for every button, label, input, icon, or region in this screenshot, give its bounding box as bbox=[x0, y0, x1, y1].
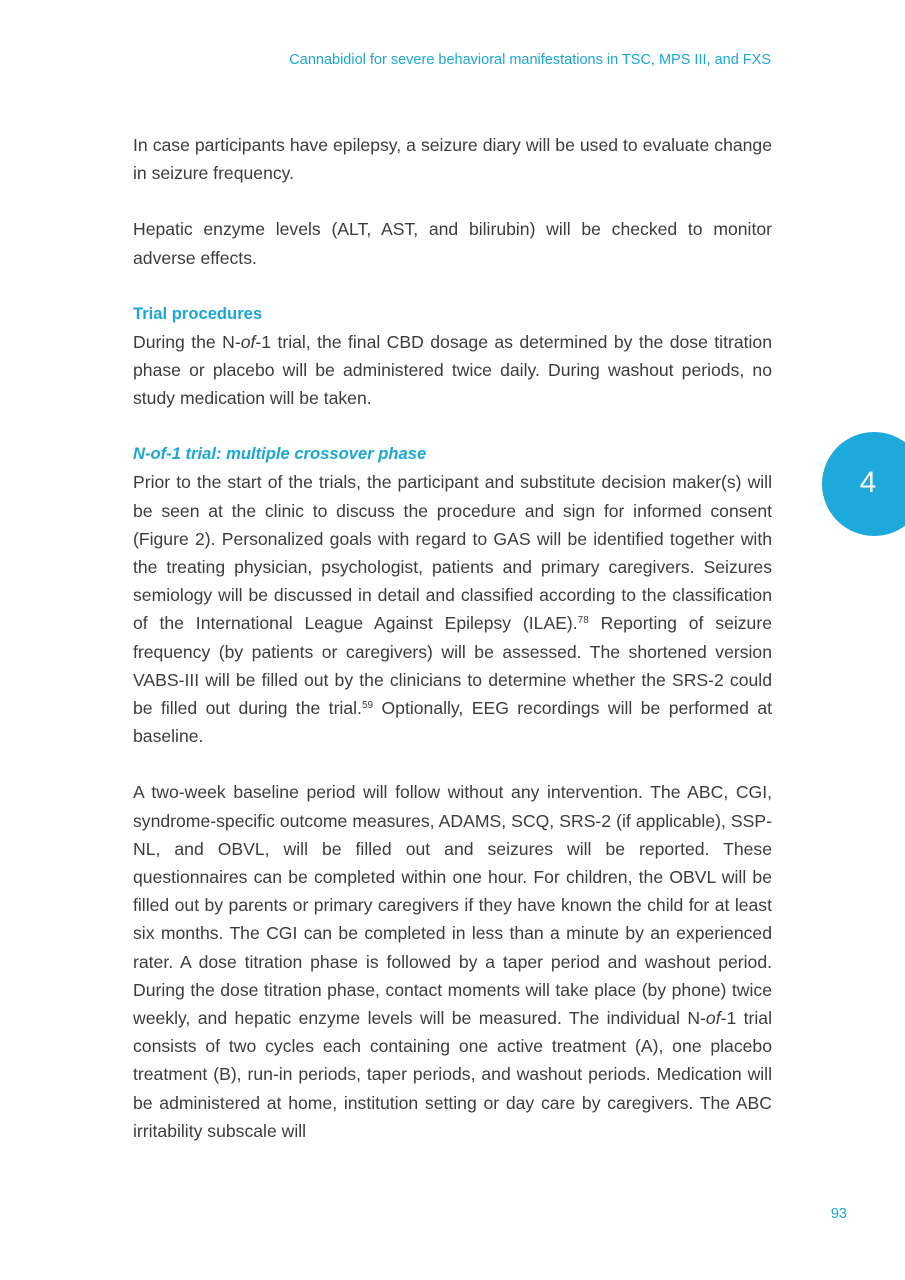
running-header: Cannabidiol for severe behavioral manifestations in TSC, MPS III, and FXS bbox=[289, 52, 771, 68]
italic-run: of bbox=[705, 1008, 721, 1029]
body-text bbox=[133, 131, 772, 1145]
text-run: -1 trial consists of two cycles each containing one active treatment (A), one placebo treatment (B), run-in periods, taper periods, and washout periods. Medication will be administered at home, institution setting or day care by caregivers. The ABC irritability subscale will bbox=[133, 1008, 772, 1141]
text-run: Reporting of seizure frequency (by patients or caregivers) will be assessed. The shortened version VABS-III will be filled out by the clinicians to determine whether the SRS-2 could be filled out during the trial. bbox=[133, 613, 772, 719]
text-run: A two-week baseline period will follow without any intervention. The ABC, CGI, syndrome-specific outcome measures, ADAMS, SCQ, SRS-2 (if applicable), SSP-NL, and OBVL, will be filled out and seizures will be reported. These questionnaires can be completed within one hour. For children, the OBVL will be filled out by parents or primary caregivers if they have known the child for at least six months. The CGI can be completed in less than a minute by an experienced rater. A dose titration phase is followed by a taper period and washout period. During the dose titration phase, contact moments will take place (by phone) twice weekly, and hepatic enzyme levels will be measured. The individual N- bbox=[133, 782, 772, 1029]
paragraph-baseline-period bbox=[133, 778, 772, 1145]
heading-crossover-phase: N-of-1 trial: multiple crossover phase bbox=[133, 444, 427, 464]
text-run: During the N- bbox=[133, 331, 241, 352]
text-run: -1 trial, the final CBD dosage as determined by the dose titration phase or placebo will be administered twice daily. During washout periods, no study medication will be taken. bbox=[133, 331, 772, 409]
heading-trial-procedures: Trial procedures bbox=[133, 303, 263, 323]
chapter-number: 4 bbox=[859, 466, 877, 499]
page-number: 93 bbox=[830, 1206, 847, 1222]
reference-superscript: 59 bbox=[361, 700, 374, 712]
text-run: Prior to the start of the trials, the participant and substitute decision maker(s) will be seen at the clinic to discuss the procedure and sign for informed consent (Figure 2). Personalized goals with regard to GAS will be identified together with the treating physician, psychologist, patients and primary caregivers. Seizures semiology will be discussed in detail and classified according to the classification of the International League Against Epilepsy (ILAE). bbox=[133, 472, 772, 634]
text-run: Optionally, EEG recordings will be performed at baseline. bbox=[133, 698, 772, 747]
paragraph-seizure-diary: In case participants have epilepsy, a seizure diary will be used to evaluate change in seizure frequency. bbox=[133, 135, 772, 184]
paragraph-trial-procedures bbox=[133, 328, 772, 413]
paragraph-prior-to-start bbox=[133, 468, 772, 750]
paragraph-hepatic-enzymes: Hepatic enzyme levels (ALT, AST, and bilirubin) will be checked to monitor adverse effects. bbox=[133, 219, 772, 268]
reference-superscript: 78 bbox=[577, 615, 589, 627]
italic-run: of bbox=[240, 331, 256, 352]
chapter-tab bbox=[822, 432, 905, 536]
